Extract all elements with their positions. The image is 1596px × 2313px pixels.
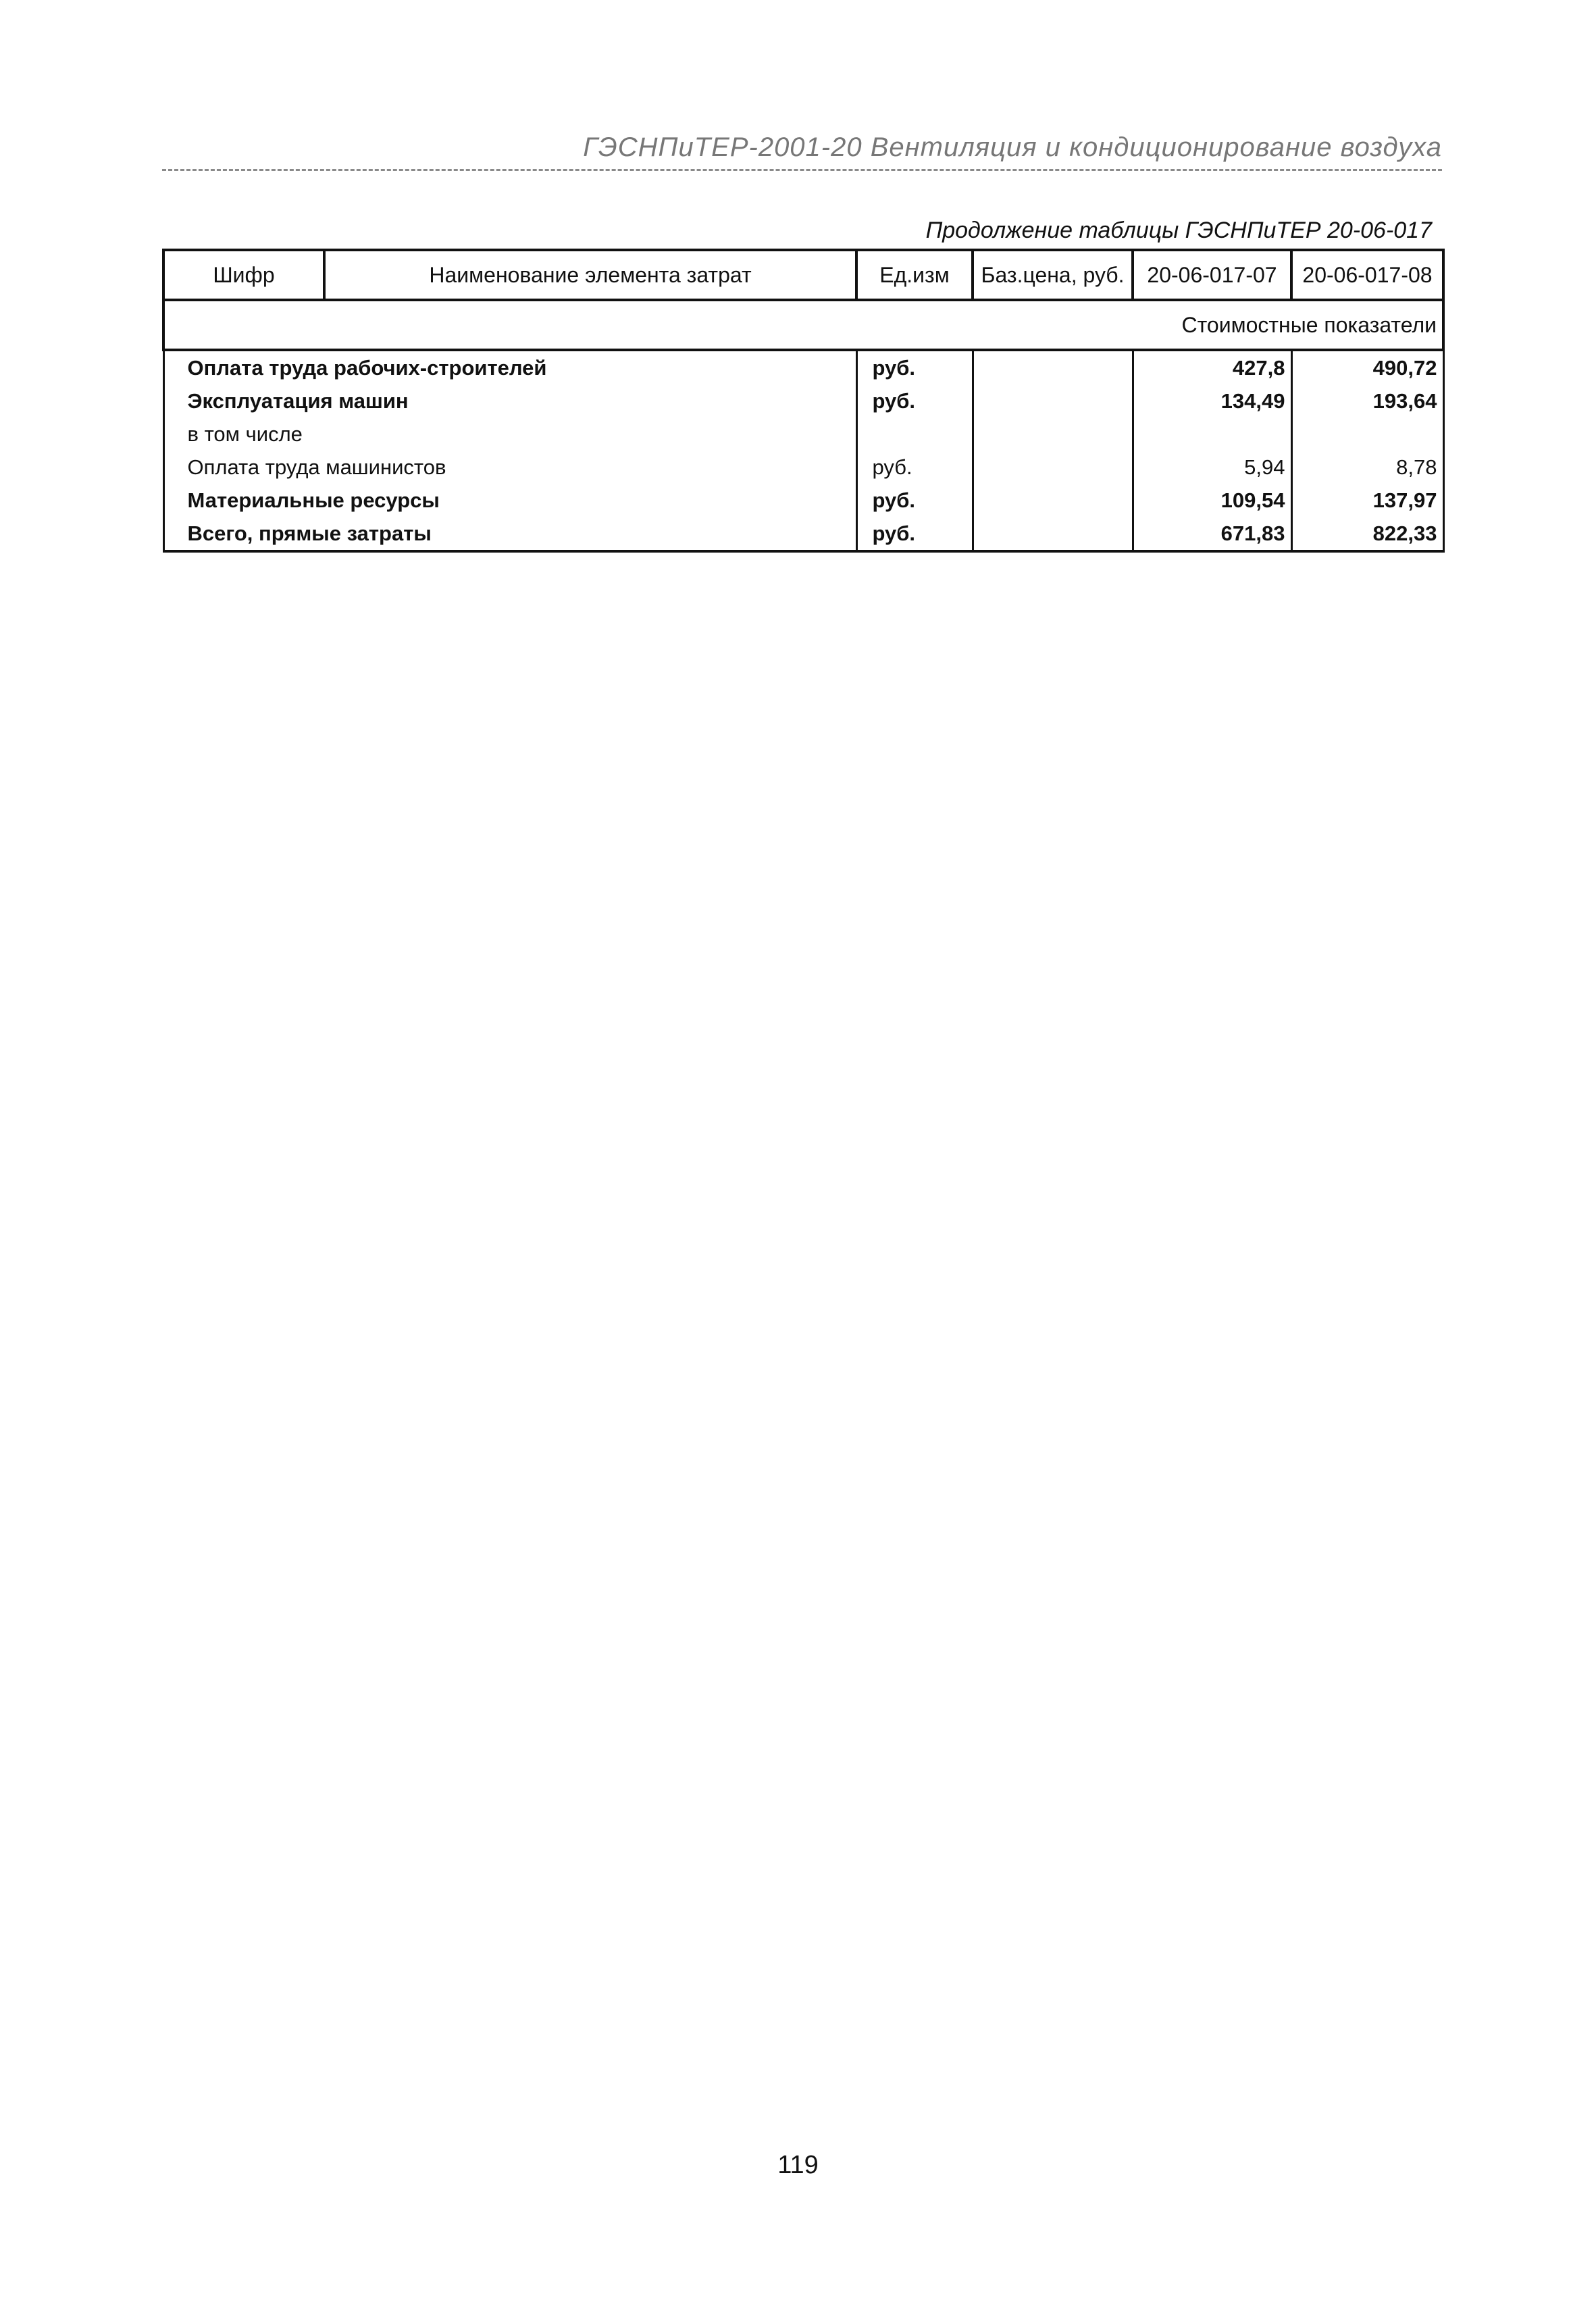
column-header-code: Шифр [163,250,324,300]
table-row [163,517,1443,551]
row-base-price [973,417,1133,451]
row-unit [856,417,973,451]
row-unit: руб. [856,517,973,551]
row-name: Всего, прямые затраты [163,517,856,551]
table-row [163,350,1443,384]
row-unit: руб. [856,350,973,384]
row-name: Материальные ресурсы [163,484,856,517]
row-value-08: 490,72 [1291,350,1443,384]
row-base-price [973,350,1133,384]
table-subheader-row [163,300,1443,350]
row-name: Оплата труда рабочих-строителей [163,350,856,384]
column-header-norm-07: 20-06-017-07 [1133,250,1291,300]
row-value-07 [1133,417,1291,451]
table-row [163,384,1443,417]
row-value-08: 137,97 [1291,484,1443,517]
row-value-08: 8,78 [1291,451,1443,484]
table-subheader: Стоимостные показатели [163,300,1443,350]
row-base-price [973,451,1133,484]
row-value-07: 109,54 [1133,484,1291,517]
table-row [163,484,1443,517]
row-value-07: 5,94 [1133,451,1291,484]
row-name: Оплата труда машинистов [163,451,856,484]
running-header: ГЭСНПиТЕР-2001-20 Вентиляция и кондиционирование воздуха [583,132,1442,162]
row-unit: руб. [856,484,973,517]
row-value-08: 822,33 [1291,517,1443,551]
cost-table [162,249,1445,553]
table-row [163,451,1443,484]
row-name: Эксплуатация машин [163,384,856,417]
row-unit: руб. [856,451,973,484]
row-value-08 [1291,417,1443,451]
column-header-base-price: Баз.цена, руб. [973,250,1133,300]
page-number: 119 [777,2151,819,2179]
table-caption: Продолжение таблицы ГЭСНПиТЕР 20-06-017 [925,218,1432,243]
header-rule [162,169,1442,171]
row-name: в том числе [163,417,856,451]
row-base-price [973,384,1133,417]
table-row [163,417,1443,451]
column-header-norm-08: 20-06-017-08 [1291,250,1443,300]
row-value-07: 427,8 [1133,350,1291,384]
row-base-price [973,517,1133,551]
row-value-07: 134,49 [1133,384,1291,417]
row-unit: руб. [856,384,973,417]
column-header-name: Наименование элемента затрат [324,250,856,300]
table-header-row [163,250,1443,300]
column-header-unit: Ед.изм [856,250,973,300]
row-value-08: 193,64 [1291,384,1443,417]
row-value-07: 671,83 [1133,517,1291,551]
row-base-price [973,484,1133,517]
